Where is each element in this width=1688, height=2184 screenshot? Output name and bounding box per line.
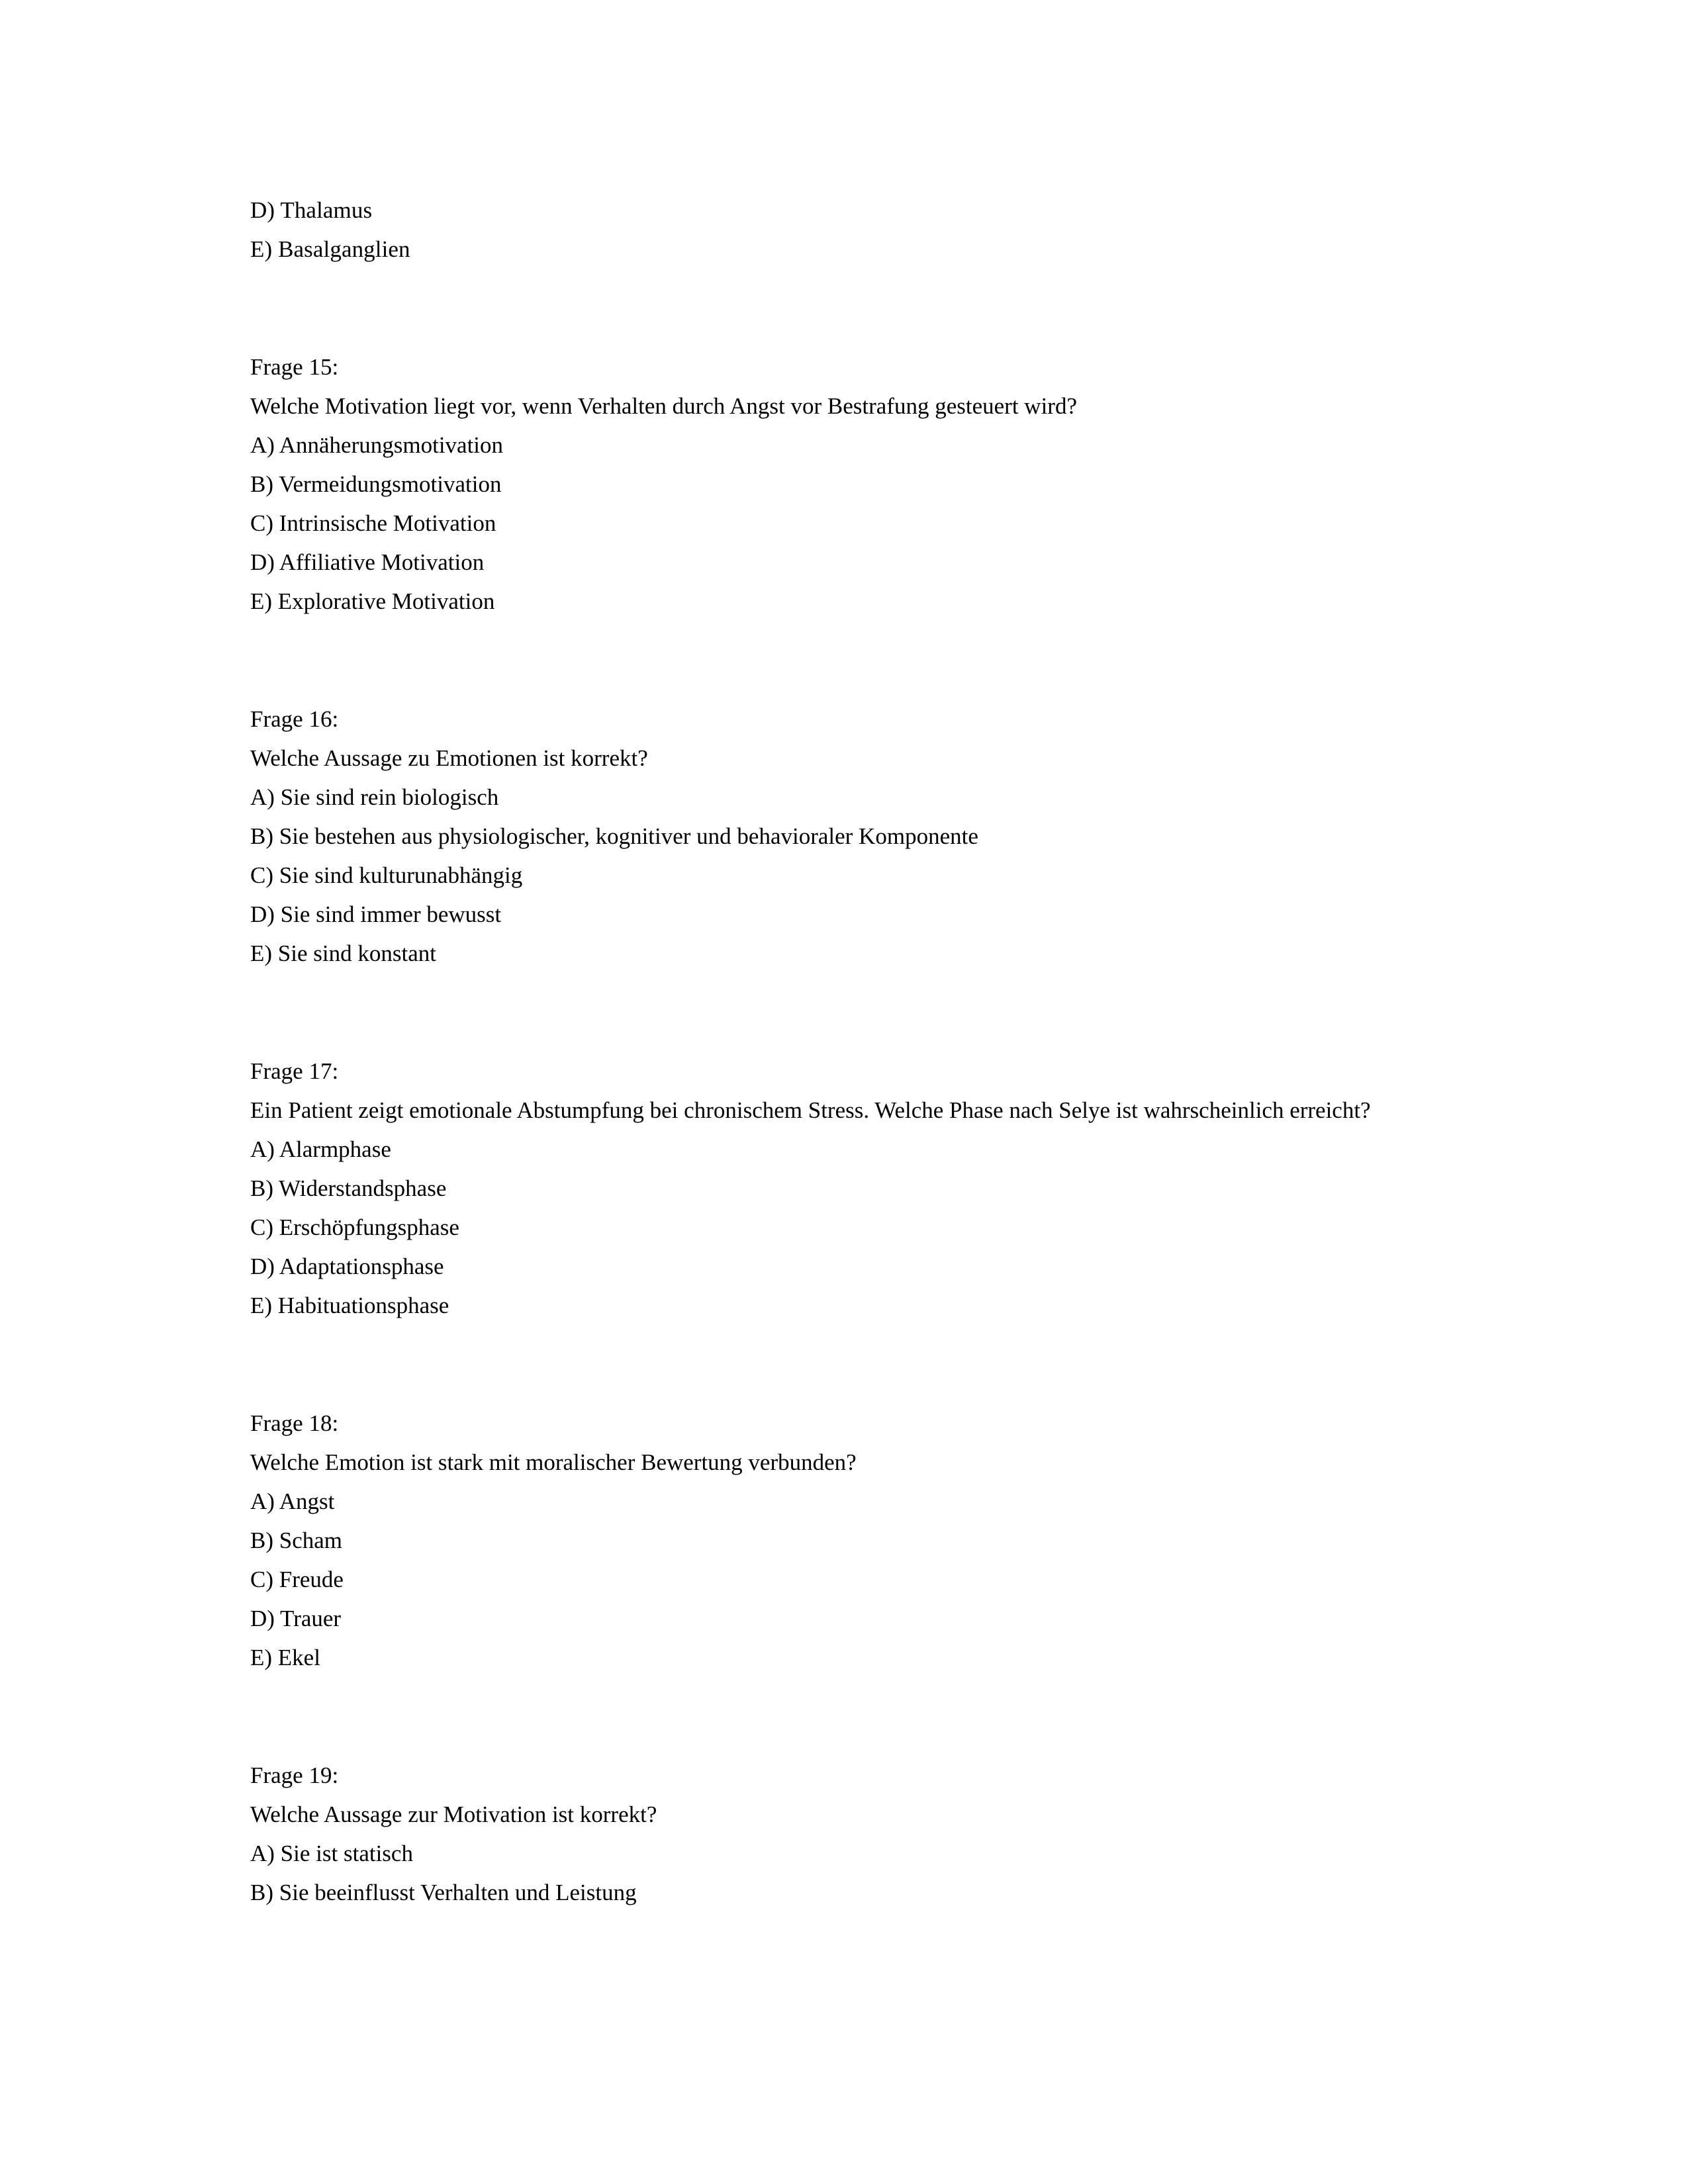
question-option-d: D) Sie sind immer bewusst — [250, 901, 502, 927]
page-content — [250, 191, 1419, 1912]
question-option-a: A) Sie ist statisch — [250, 1841, 413, 1866]
question-option-a: A) Angst — [250, 1488, 335, 1514]
question-option-a: A) Annäherungsmotivation — [250, 432, 504, 458]
question-option-c: C) Sie sind kulturunabhängig — [250, 862, 523, 888]
question-stem: Welche Aussage zur Motivation ist korrekt? — [250, 1801, 657, 1827]
question-option-a: A) Sie sind rein biologisch — [250, 784, 499, 810]
carry-over-option: D) Thalamus — [250, 197, 373, 223]
question-option-d: D) Affiliative Motivation — [250, 549, 485, 575]
question-option-d: D) Adaptationsphase — [250, 1253, 444, 1279]
carry-over-options — [250, 191, 1419, 269]
question-block-18 — [250, 1404, 1419, 1677]
question-option-e: E) Habituationsphase — [250, 1293, 449, 1318]
question-option-b: B) Widerstandsphase — [250, 1175, 447, 1201]
question-header: Frage 15: — [250, 354, 339, 380]
question-header: Frage 19: — [250, 1762, 339, 1788]
question-option-b: B) Sie beeinflusst Verhalten und Leistung — [250, 1880, 637, 1905]
question-option-c: C) Erschöpfungsphase — [250, 1214, 459, 1240]
question-option-d: D) Trauer — [250, 1606, 342, 1631]
question-block-17 — [250, 1052, 1419, 1325]
carry-over-option: E) Basalganglien — [250, 236, 410, 262]
question-option-e: E) Ekel — [250, 1645, 320, 1670]
question-header: Frage 17: — [250, 1058, 339, 1084]
question-block-15 — [250, 347, 1419, 621]
question-stem: Ein Patient zeigt emotionale Abstumpfung bei chronischem Stress. Welche Phase nach Selye ist wahrscheinlich erreicht? — [250, 1097, 1371, 1123]
question-option-e: E) Sie sind konstant — [250, 940, 436, 966]
question-header: Frage 18: — [250, 1410, 339, 1436]
question-option-b: B) Sie bestehen aus physiologischer, kognitiver und behavioraler Komponente — [250, 823, 978, 849]
question-option-b: B) Vermeidungsmotivation — [250, 471, 502, 497]
question-header: Frage 16: — [250, 706, 339, 732]
question-option-c: C) Intrinsische Motivation — [250, 510, 496, 536]
question-option-a: A) Alarmphase — [250, 1136, 391, 1162]
question-stem: Welche Motivation liegt vor, wenn Verhalten durch Angst vor Bestrafung gesteuert wird? — [250, 393, 1077, 419]
question-block-19 — [250, 1756, 1419, 1912]
question-option-e: E) Explorative Motivation — [250, 588, 495, 614]
question-stem: Welche Emotion ist stark mit moralischer Bewertung verbunden? — [250, 1449, 857, 1475]
question-option-b: B) Scham — [250, 1527, 343, 1553]
question-option-c: C) Freude — [250, 1567, 344, 1592]
question-block-16 — [250, 700, 1419, 973]
question-stem: Welche Aussage zu Emotionen ist korrekt? — [250, 745, 648, 771]
